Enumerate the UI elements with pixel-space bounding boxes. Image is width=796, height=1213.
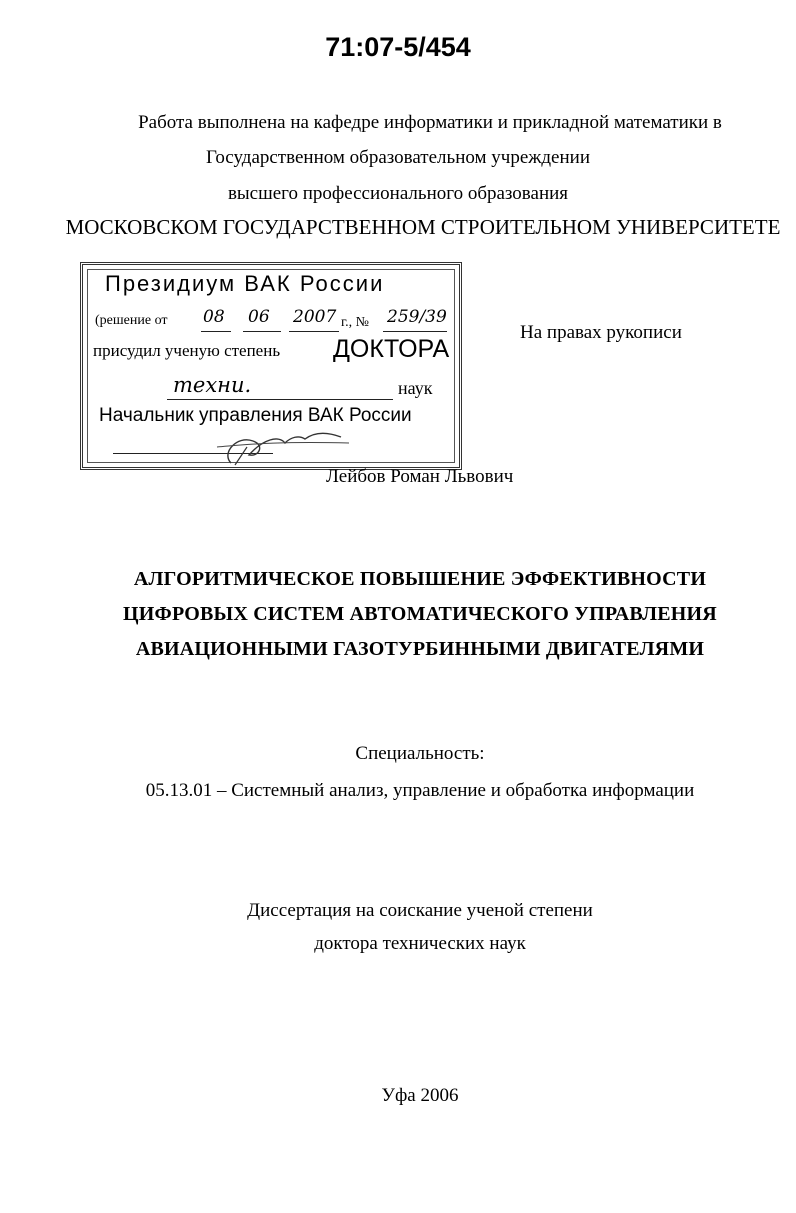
stamp-decision-line <box>95 313 168 329</box>
stamp-degree: ДОКТОРА <box>333 335 450 363</box>
stamp-title: Президиум ВАК России <box>105 271 385 296</box>
dissertation-degree-line-2: доктора технических наук <box>314 933 526 954</box>
dissertation-title-line-3: АВИАЦИОННЫМИ ГАЗОТУРБИННЫМИ ДВИГАТЕЛЯМИ <box>135 638 705 660</box>
day-fill-line <box>201 331 231 332</box>
stamp-year: 2007 <box>293 307 337 327</box>
organization-line-3: высшего профессионального образования <box>227 183 569 204</box>
rights-notice: На правах рукописи <box>520 322 682 343</box>
stamp-awarded: присудил ученую степень <box>93 341 281 360</box>
stamp-day: 08 <box>203 307 225 327</box>
stamp-year-suffix: г., № <box>341 315 370 330</box>
dissertation-degree-line-1: Диссертация на соискание ученой степени <box>247 900 593 921</box>
author-name: Лейбов Роман Львович <box>326 466 514 487</box>
dissertation-title-line-2: ЦИФРОВЫХ СИСТЕМ АВТОМАТИЧЕСКОГО УПРАВЛЕНИЯ <box>123 603 717 625</box>
university-name: МОСКОВСКОМ ГОСУДАРСТВЕННОМ СТРОИТЕЛЬНОМ УНИВЕРСИТЕТЕ <box>65 215 781 239</box>
stamp-field: техни. <box>173 373 252 397</box>
stamp-head: Начальник управления ВАК России <box>99 405 412 426</box>
stamp-unit: наук <box>398 378 433 398</box>
dissertation-title-line-1: АЛГОРИТМИЧЕСКОЕ ПОВЫШЕНИЕ ЭФФЕКТИВНОСТИ <box>133 568 707 590</box>
month-fill-line <box>243 331 281 332</box>
field-fill-line <box>167 399 393 400</box>
specialty-label: Специальность: <box>355 743 485 764</box>
organization-line-2: Государственном образовательном учреждении <box>206 147 590 168</box>
specialty-value: 05.13.01 – Системный анализ, управление и обработка информации <box>145 780 695 801</box>
year-fill-line <box>289 331 339 332</box>
stamp-number: 259/39 <box>387 307 447 327</box>
place-year: Уфа 2006 <box>381 1085 459 1106</box>
document-code: 71:07-5/454 <box>325 32 471 62</box>
stamp-decision-prefix: (решение от <box>95 313 168 328</box>
number-fill-line <box>383 331 447 332</box>
signature-scribble-icon <box>213 417 353 469</box>
vak-stamp <box>80 262 462 470</box>
stamp-month: 06 <box>248 307 270 327</box>
organization-line-1: Работа выполнена на кафедре информатики и прикладной математики в <box>138 112 722 133</box>
